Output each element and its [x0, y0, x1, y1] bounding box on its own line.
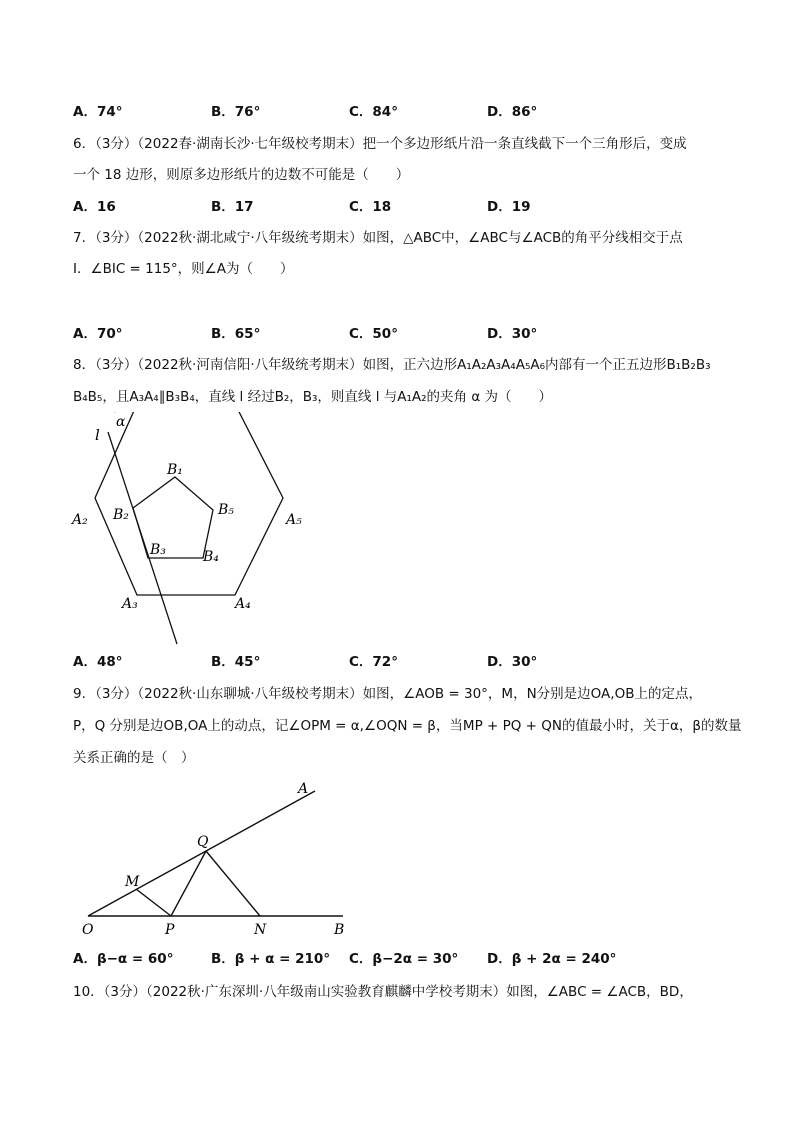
q8-stem-line1: 8．（3分）（2022秋·河南信阳·八年级统考期末）如图，正六边形A₁A₂A₃A₄A₅A₆内部有一个正五边形B₁B₂B₃	[73, 357, 711, 373]
q7-stem-line1: 7．（3分）（2022秋·湖北咸宁·八年级统考期末）如图，△ABC中，∠ABC与∠ACB的角平分线相交于点	[73, 230, 683, 246]
q5-option-a: A．74°	[73, 104, 123, 120]
label-alpha: α	[116, 414, 126, 430]
label-a5: A₅	[286, 512, 302, 528]
q6-stem-line1: 6．（3分）（2022春·湖南长沙·七年级校考期末）把一个多边形纸片沿一条直线截下一个三角形后，变成	[73, 136, 687, 152]
q9-option-a: A．β−α = 60°	[73, 951, 174, 967]
q9-option-c: C．β−2α = 30°	[349, 951, 459, 967]
q6-option-c: C．18	[349, 199, 392, 215]
q8-stem-line2: B₄B₅，且A₃A₄∥B₃B₄，直线 l 经过B₂，B₃，则直线 l 与A₁A₂的夹角 α 为（ ）	[73, 389, 553, 405]
q7-option-b: B．65°	[211, 326, 261, 342]
label-l: l	[95, 426, 100, 444]
label-b2: B₂	[113, 507, 129, 523]
hexagon	[95, 412, 283, 595]
q7-option-d: D．30°	[487, 326, 538, 342]
q10-stem-line1: 10．（3分）（2022秋·广东深圳·八年级南山实验教育麒麟中学校考期末）如图，∠ABC = ∠ACB，BD，	[73, 984, 693, 1000]
q8-option-d: D．30°	[487, 654, 538, 670]
q5-option-c: C．84°	[349, 104, 398, 120]
label-o: O	[82, 922, 94, 938]
segment-qn	[206, 851, 260, 916]
segment-mp	[136, 889, 171, 916]
q6-option-a: A．16	[73, 199, 116, 215]
q9-option-d: D．β + 2α = 240°	[487, 951, 617, 967]
q8-figure-hexagon-pentagon	[60, 412, 360, 652]
q6-option-d: D．19	[487, 199, 531, 215]
label-n: N	[254, 922, 267, 938]
q7-option-c: C．50°	[349, 326, 398, 342]
q6-stem-line2: 一个 18 边形，则原多边形纸片的边数不可能是（ ）	[73, 167, 410, 183]
label-a4: A₄	[235, 596, 251, 612]
q8-option-a: A．48°	[73, 654, 123, 670]
label-b4: B₄	[203, 549, 219, 565]
q9-stem-line3: 关系正确的是（ ）	[73, 750, 195, 766]
q7-option-a: A．70°	[73, 326, 123, 342]
q9-stem-line2: P，Q 分别是边OB,OA上的动点，记∠OPM = α,∠OQN = β，当MP + PQ + QN的值最小时，关于α，β的数量	[73, 718, 742, 734]
q5-option-b: B．76°	[211, 104, 261, 120]
q7-stem-line2: I．∠BIC = 115°，则∠A为（ ）	[73, 261, 294, 277]
q6-option-b: B．17	[211, 199, 254, 215]
label-b1: B₁	[167, 462, 183, 478]
q8-option-c: C．72°	[349, 654, 398, 670]
label-b: B	[334, 922, 345, 938]
label-b5: B₅	[218, 502, 234, 518]
q8-option-b: B．45°	[211, 654, 261, 670]
label-a3: A₃	[122, 596, 138, 612]
q5-option-d: D．86°	[487, 104, 538, 120]
q9-option-b: B．β + α = 210°	[211, 951, 331, 967]
ray-oa	[88, 791, 315, 916]
label-a2: A₂	[72, 512, 88, 528]
label-p: P	[165, 922, 175, 938]
label-q: Q	[197, 834, 209, 850]
label-a: A	[298, 781, 309, 797]
label-m: M	[125, 874, 140, 890]
q9-figure-angle	[70, 775, 370, 945]
q9-stem-line1: 9．（3分）（2022秋·山东聊城·八年级校考期末）如图，∠AOB = 30°，M，N分别是边OA,OB上的定点，	[73, 686, 702, 702]
label-b3: B₃	[150, 542, 166, 558]
